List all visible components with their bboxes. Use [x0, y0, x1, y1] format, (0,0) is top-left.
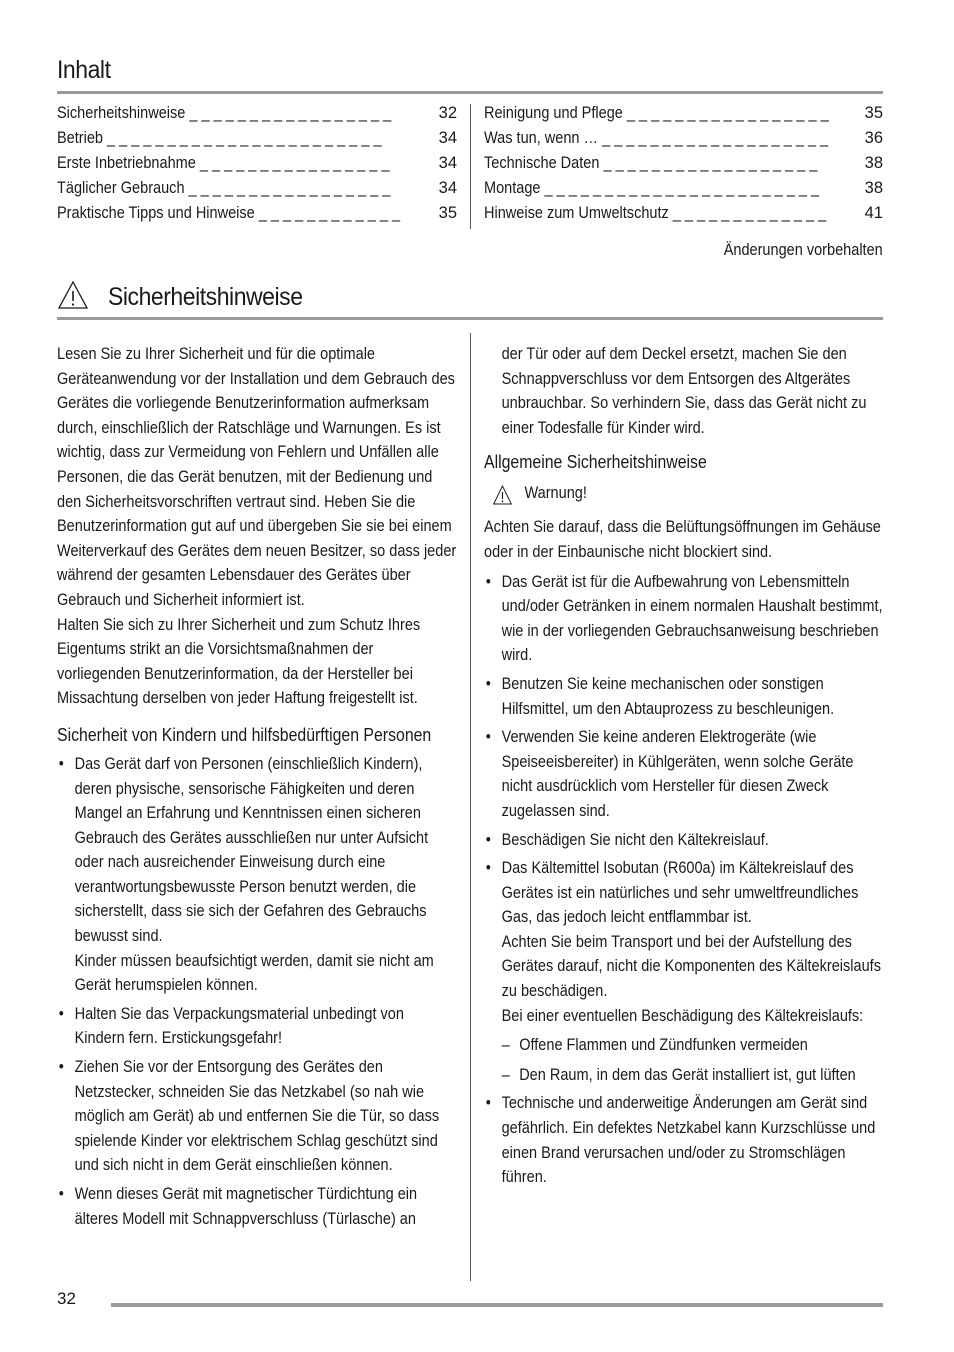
left-column: [57, 342, 457, 1231]
dash-item: – Offene Flammen und Zündfunken vermeiden: [502, 1033, 883, 1058]
list-item: • Verwenden Sie keine anderen Elektrogeräte (wie Speiseeisbereiter) in Kühlgeräten, wenn solche Geräte nicht ausdrücklich vom Hersteller für diesen Zweck zugelassen sind.: [484, 725, 883, 823]
toc-right-column: [484, 104, 883, 234]
list-item: • Wenn dieses Gerät mit magnetischer Türdichtung ein älteres Modell mit Schnappverschluss (Türlasche) an: [57, 1182, 457, 1231]
general-heading: Allgemeine Sicherheitshinweise: [484, 452, 707, 473]
toc-entry[interactable]: Technische Daten _ _ _ _ _ _ _ _ _ _ _ _ _ _ _ _ _ _ 38: [484, 154, 883, 172]
changes-note: Änderungen vorbehalten: [723, 241, 883, 259]
toc-entry[interactable]: Praktische Tipps und Hinweise _ _ _ _ _ _ _ _ _ _ _ _ 35: [57, 204, 457, 222]
section-title: Sicherheitshinweise: [108, 283, 303, 311]
children-heading: Sicherheit von Kindern und hilfsbedürftigen Personen: [57, 724, 432, 745]
warning-row: [484, 481, 883, 511]
list-item: • Benutzen Sie keine mechanischen oder sonstigen Hilfsmittel, um den Abtauprozess zu beschleunigen.: [484, 672, 883, 721]
intro-paragraph: Lesen Sie zu Ihrer Sicherheit und für die optimale Geräteanwendung vor der Installation und dem Gebrauch des Gerätes die vorliegende Benutzerinformation aufmerksam durch, einschließlich der Ratschläge und Warnungen. Es ist wichtig, dass zur Vermeidung von Fehlern und Unfällen alle Personen, die das Gerät benutzen, mit der Bedienung und den Sicherheitsvorschriften vertraut sind. Heben Sie die Benutzerinformation gut auf und übergeben Sie sie bei einem Weiterverkauf des Gerätes dem neuen Besitzer, so dass jeder während der gesamten Lebensdauer des Gerätes über Gebrauch und Sicherheit informiert ist.: [57, 345, 457, 609]
toc-entry[interactable]: Montage _ _ _ _ _ _ _ _ _ _ _ _ _ _ _ _ _ _ _ _ _ _ _ 38: [484, 179, 883, 197]
toc-entry[interactable]: Sicherheitshinweise _ _ _ _ _ _ _ _ _ _ _ _ _ _ _ _ _ 32: [57, 104, 457, 122]
list-item: • Das Kältemittel Isobutan (R600a) im Kältekreislauf des Gerätes ist ein natürliches und sehr umweltfreundliches Gas, das jedoch leicht entflammbar ist. Achten Sie beim Transport und bei der Aufstellung des Gerätes darauf, nicht die Komponenten des Kältekreislaufs zu beschädigen. Bei einer eventuellen Beschädigung des Kältekreislaufs: – Offene Flammen und Zündfunken vermeiden – Den Raum, in dem das Gerät installiert ist, gut lüften: [484, 856, 883, 1087]
toc-divider: [470, 104, 471, 229]
list-item: • Das Gerät darf von Personen (einschließlich Kindern), deren physische, sensorische Fähigkeiten und deren Mangel an Erfahrung und Kenntnissen einen sicheren Gebrauch des Gerätes ausschließen nur unter Aufsicht oder nach ausreichender Einweisung durch eine verantwortungsbewusste Person benutzt werden, die sicherstellt, dass sie sich der Gefahren des Gebrauchs bewusst sind. Kinder müssen beaufsichtigt werden, damit sie nicht am Gerät herumspielen können.: [57, 752, 457, 998]
toc-title: Inhalt: [57, 56, 111, 84]
warning-icon: [493, 485, 512, 513]
right-column: [484, 342, 883, 1190]
toc-title-rule: [57, 91, 883, 94]
list-item: • Das Gerät ist für die Aufbewahrung von Lebensmitteln und/oder Getränken in einem normalen Haushalt bestimmt, wie in der vorliegenden Gebrauchsanweisung beschrieben wird.: [484, 570, 883, 668]
list-item: • Ziehen Sie vor der Entsorgung des Gerätes den Netzstecker, schneiden Sie das Netzkabel (so nah wie möglich am Gerät) ab und entfernen Sie die Tür, so dass spielende Kinder vor elektrischem Schlag geschützt sind und sich nicht in dem Gerät einschließen können.: [57, 1055, 457, 1178]
children-list: [57, 752, 457, 1231]
toc-left-column: [57, 104, 457, 234]
toc-entry[interactable]: Täglicher Gebrauch _ _ _ _ _ _ _ _ _ _ _ _ _ _ _ _ _ 34: [57, 179, 457, 197]
toc-entry[interactable]: Betrieb _ _ _ _ _ _ _ _ _ _ _ _ _ _ _ _ _ _ _ _ _ _ _ 34: [57, 129, 457, 147]
dash-list: [502, 1033, 883, 1087]
warning-label: Warnung!: [524, 484, 587, 503]
toc-entry[interactable]: Erste Inbetriebnahme _ _ _ _ _ _ _ _ _ _ _ _ _ _ _ _ 34: [57, 154, 457, 172]
footer-rule: [111, 1303, 883, 1307]
warning-text: Achten Sie darauf, dass die Belüftungsöffnungen im Gehäuse oder in der Einbaunische nicht blockiert sind.: [484, 518, 881, 561]
toc-entry[interactable]: Hinweise zum Umweltschutz _ _ _ _ _ _ _ _ _ _ _ _ _ 41: [484, 204, 883, 222]
toc-entry[interactable]: Reinigung und Pflege _ _ _ _ _ _ _ _ _ _ _ _ _ _ _ _ _ 35: [484, 104, 883, 122]
list-item: • Technische und anderweitige Änderungen am Gerät sind gefährlich. Ein defektes Netzkabel kann Kurzschlüsse und einen Brand verursachen und/oder zu Stromschlägen führen.: [484, 1091, 883, 1189]
list-item: • Beschädigen Sie nicht den Kältekreislauf.: [484, 828, 883, 853]
warning-triangle-icon: [57, 280, 89, 310]
toc-entry[interactable]: Was tun, wenn … _ _ _ _ _ _ _ _ _ _ _ _ _ _ _ _ _ _ _ 36: [484, 129, 883, 147]
column-divider: [470, 333, 471, 1281]
page-number: 32: [57, 1289, 76, 1308]
general-list: [484, 570, 883, 1190]
intro-paragraph-2: Halten Sie sich zu Ihrer Sicherheit und zum Schutz Ihres Eigentums strikt an die Vorsichtsmaßnahmen der vorliegenden Benutzerinformation, da der Hersteller bei Missachtung derselben von jeder Haftung freigestellt ist.: [57, 615, 421, 708]
list-item: • Halten Sie das Verpackungsmaterial unbedingt von Kindern fern. Erstickungsgefahr!: [57, 1002, 457, 1051]
dash-item: – Den Raum, in dem das Gerät installiert ist, gut lüften: [502, 1063, 883, 1088]
section-title-rule: [57, 317, 883, 320]
continuation-paragraph: der Tür oder auf dem Deckel ersetzt, machen Sie den Schnappverschluss vor dem Entsorgen des Altgerätes unbrauchbar. So verhindern Sie, dass das Gerät nicht zu einer Todesfalle für Kinder wird.: [501, 345, 867, 437]
